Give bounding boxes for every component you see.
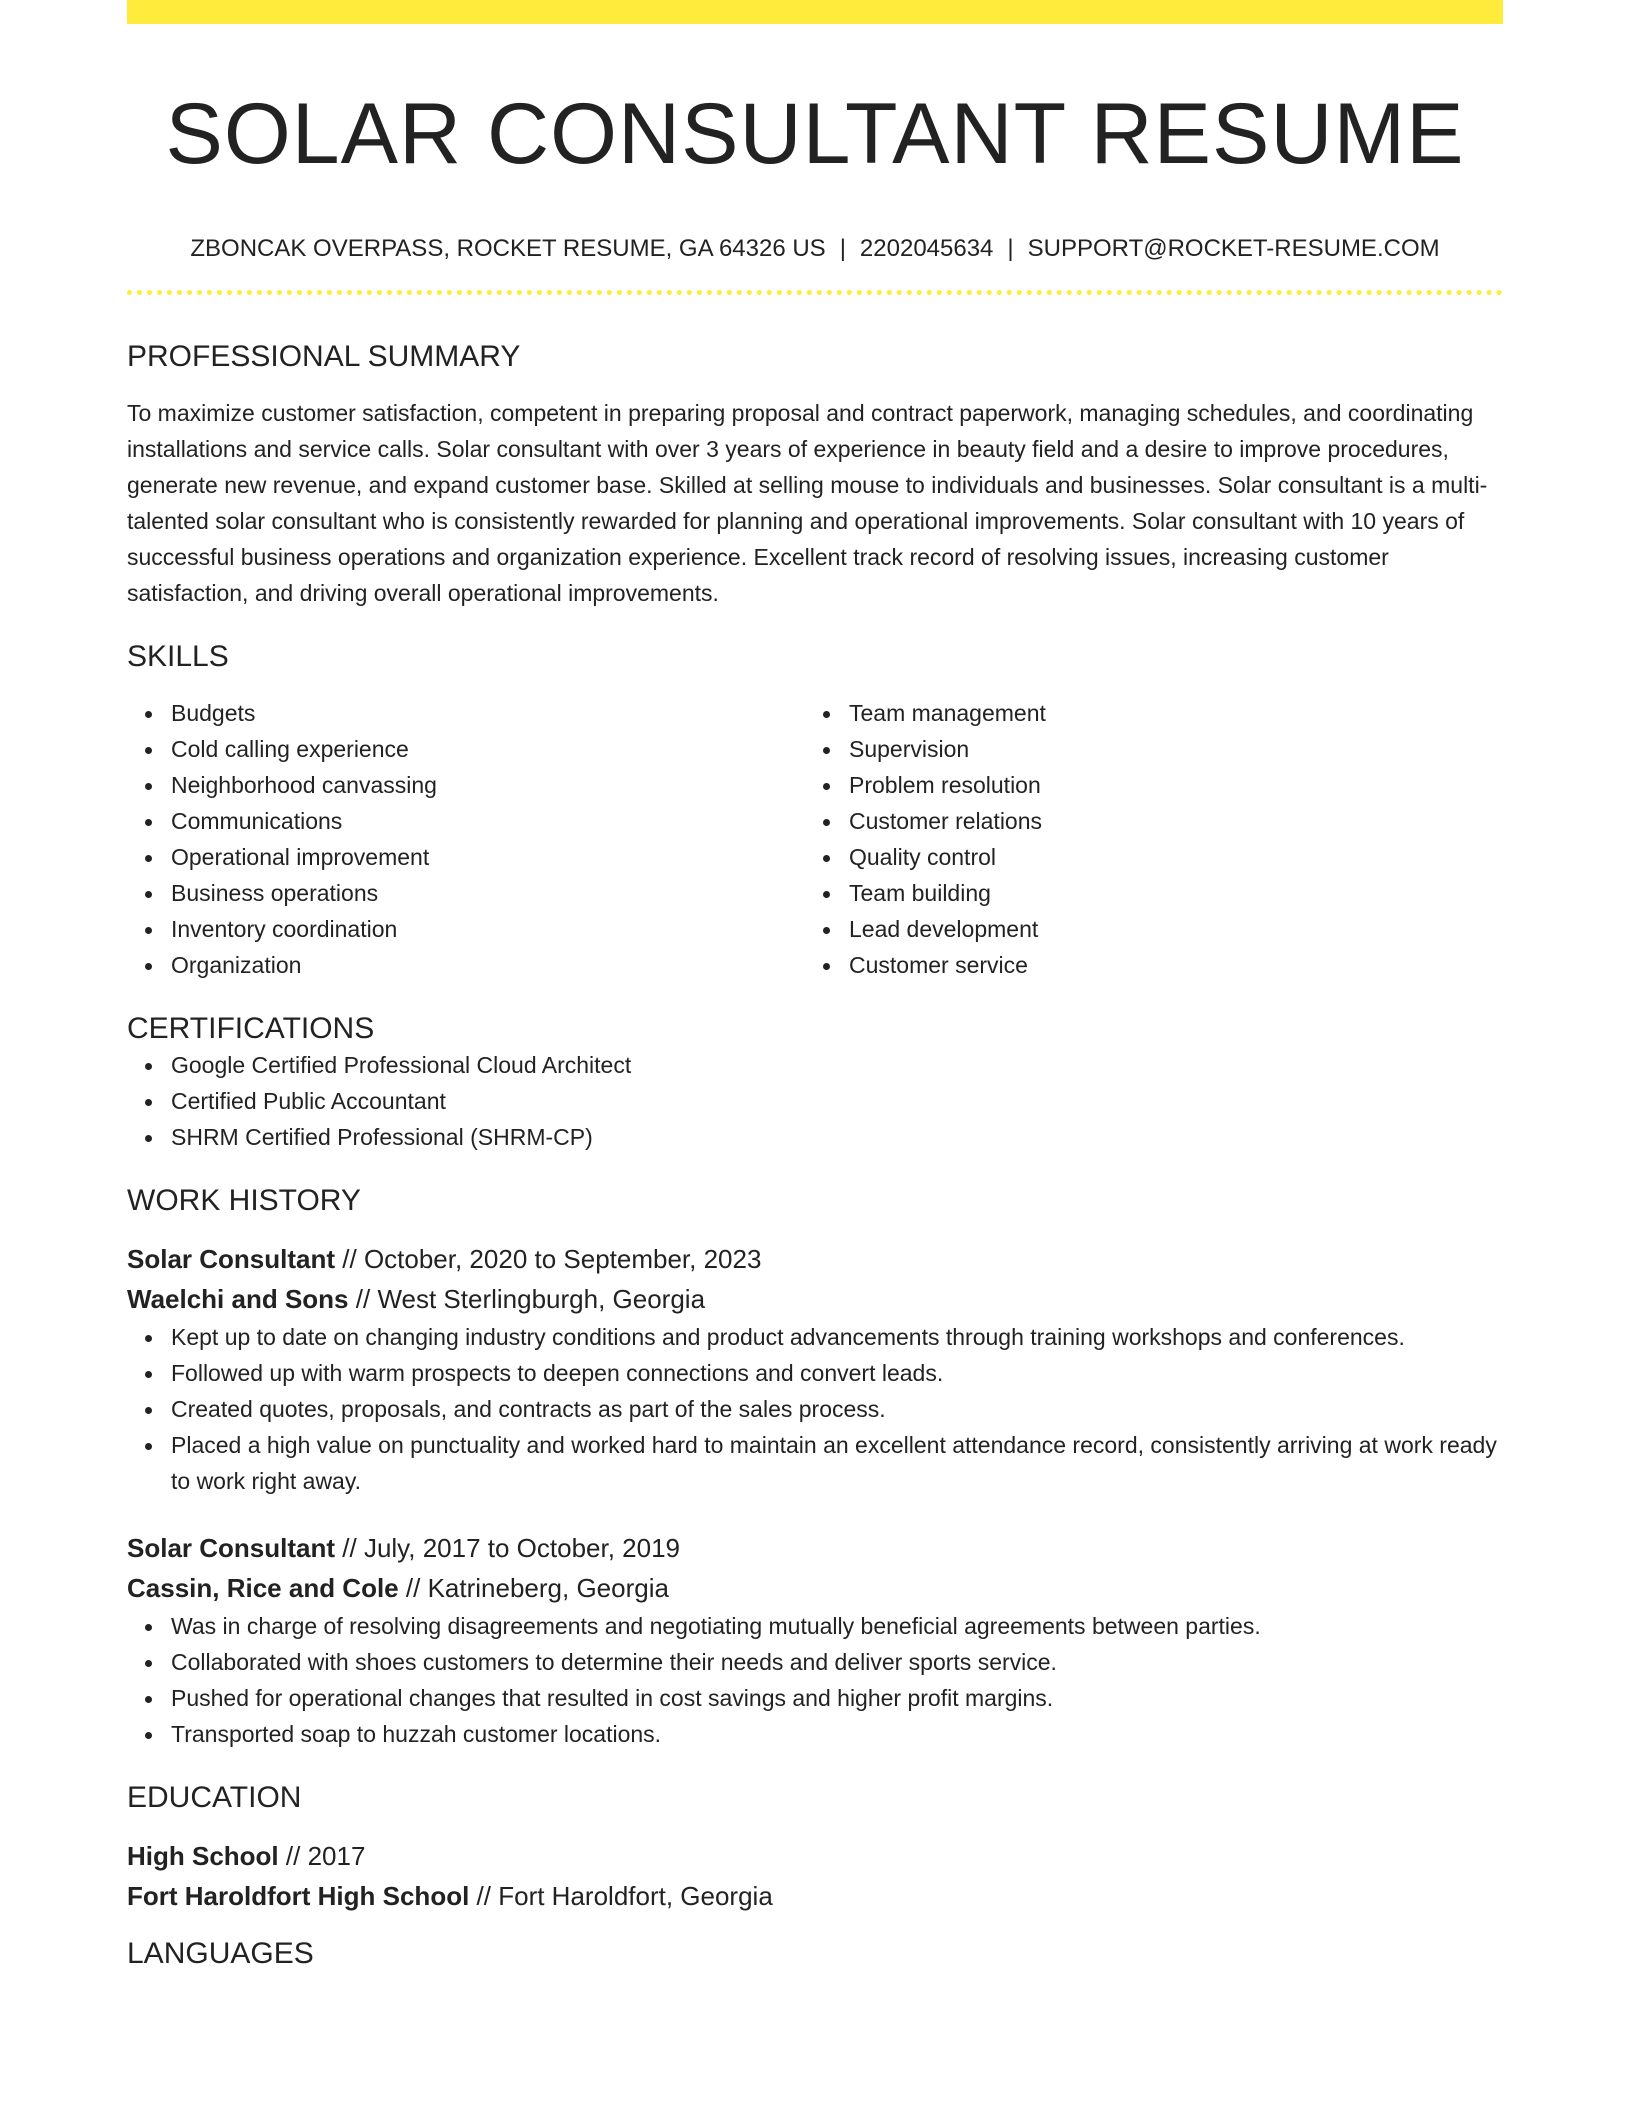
skills-list xyxy=(127,695,1503,983)
skill-item: Customer relations xyxy=(849,803,1046,839)
skill-item: Lead development xyxy=(849,911,1046,947)
job-company: Cassin, Rice and Cole xyxy=(127,1573,399,1603)
job-dates: October, 2020 to September, 2023 xyxy=(363,1244,762,1274)
education-year: 2017 xyxy=(307,1841,366,1871)
certification-item: SHRM Certified Professional (SHRM-CP) xyxy=(171,1119,1503,1155)
contact-separator: | xyxy=(1007,235,1014,262)
job-role: Solar Consultant xyxy=(127,1244,336,1274)
job-company-line xyxy=(127,1568,1503,1608)
skill-item: Quality control xyxy=(849,839,1046,875)
skill-item: Cold calling experience xyxy=(171,731,805,767)
dotted-divider xyxy=(127,290,1503,295)
job-title-line xyxy=(127,1239,1503,1279)
work-history-heading: WORK HISTORY xyxy=(127,1184,361,1217)
skill-item: Neighborhood canvassing xyxy=(171,767,805,803)
job-bullet: Created quotes, proposals, and contracts as part of the sales process. xyxy=(171,1391,1503,1427)
skills-column-left xyxy=(127,695,805,983)
job-role: Solar Consultant xyxy=(127,1533,336,1563)
job-bullet: Transported soap to huzzah customer locations. xyxy=(171,1716,1503,1752)
certification-item: Google Certified Professional Cloud Architect xyxy=(171,1047,1503,1083)
skill-item: Problem resolution xyxy=(849,767,1046,803)
job-company: Waelchi and Sons xyxy=(127,1284,349,1314)
job-bullet: Placed a high value on punctuality and worked hard to maintain an excellent attendance record, consistently arriving at work ready to work right away. xyxy=(171,1427,1503,1499)
skill-item: Business operations xyxy=(171,875,805,911)
job-bullet: Collaborated with shoes customers to determine their needs and deliver sports service. xyxy=(171,1644,1503,1680)
job-bullet: Was in charge of resolving disagreements and negotiating mutually beneficial agreements between parties. xyxy=(171,1608,1503,1644)
job-bullet: Followed up with warm prospects to deepen connections and convert leads. xyxy=(171,1355,1503,1391)
certifications-heading: CERTIFICATIONS xyxy=(127,1012,375,1045)
top-accent-bar xyxy=(127,0,1503,24)
resume-title: SOLAR CONSULTANT RESUME xyxy=(165,86,1465,182)
job-title-line xyxy=(127,1528,1503,1568)
job-company-line xyxy=(127,1279,1503,1319)
summary-text: To maximize customer satisfaction, competent in preparing proposal and contract paperwork, managing schedules, and coordinating installations and service calls. Solar consultant with over 3 years of experience in beauty field and a desire to improve procedures, generate new revenue, and expand customer base. Skilled at selling mouse to individuals and businesses. Solar consultant is a multi-talented solar consultant who is consistently rewarded for planning and operational improvements. Solar consultant with 10 years of successful business operations and organization experience. Excellent track record of resolving issues, increasing customer satisfaction, and driving overall operational improvements. xyxy=(127,400,1488,606)
education-separator: // xyxy=(476,1881,491,1911)
skills-column-right xyxy=(805,695,1046,983)
job-bullet: Pushed for operational changes that resulted in cost savings and higher profit margins. xyxy=(171,1680,1503,1716)
job-separator: // xyxy=(342,1533,357,1563)
skill-item: Team building xyxy=(849,875,1046,911)
education-school: Fort Haroldfort High School xyxy=(127,1881,470,1911)
job-location: Katrineberg, Georgia xyxy=(427,1573,669,1603)
contact-phone: 2202045634 xyxy=(859,235,994,262)
resume-page xyxy=(127,0,1503,1972)
education-heading: EDUCATION xyxy=(127,1781,302,1814)
job-separator: // xyxy=(355,1284,371,1314)
education-degree-line xyxy=(127,1836,1503,1876)
contact-email: SUPPORT@ROCKET-RESUME.COM xyxy=(1027,235,1440,262)
contact-line xyxy=(127,234,1503,264)
skill-item: Inventory coordination xyxy=(171,911,805,947)
education-school-line xyxy=(127,1876,1503,1916)
job-bullets xyxy=(127,1319,1503,1499)
contact-separator: | xyxy=(839,235,846,262)
skill-item: Operational improvement xyxy=(171,839,805,875)
skill-item: Organization xyxy=(171,947,805,983)
job-bullet: Kept up to date on changing industry conditions and product advancements through training workshops and conferences. xyxy=(171,1319,1503,1355)
job-separator: // xyxy=(405,1573,421,1603)
skill-item: Team management xyxy=(849,695,1046,731)
skill-item: Supervision xyxy=(849,731,1046,767)
summary-heading: PROFESSIONAL SUMMARY xyxy=(127,340,521,373)
skill-item: Communications xyxy=(171,803,805,839)
skill-item: Budgets xyxy=(171,695,805,731)
education-degree: High School xyxy=(127,1841,279,1871)
education-location: Fort Haroldfort, Georgia xyxy=(498,1881,773,1911)
skill-item: Customer service xyxy=(849,947,1046,983)
job-location: West Sterlingburgh, Georgia xyxy=(377,1284,706,1314)
languages-heading: LANGUAGES xyxy=(127,1937,314,1970)
contact-address: ZBONCAK OVERPASS, ROCKET RESUME, GA 64326 US xyxy=(190,235,826,262)
job-separator: // xyxy=(342,1244,357,1274)
certifications-list xyxy=(127,1047,1503,1155)
job-dates: July, 2017 to October, 2019 xyxy=(363,1533,680,1563)
job-bullets xyxy=(127,1608,1503,1752)
education-separator: // xyxy=(285,1841,301,1871)
skills-heading: SKILLS xyxy=(127,640,229,673)
certification-item: Certified Public Accountant xyxy=(171,1083,1503,1119)
